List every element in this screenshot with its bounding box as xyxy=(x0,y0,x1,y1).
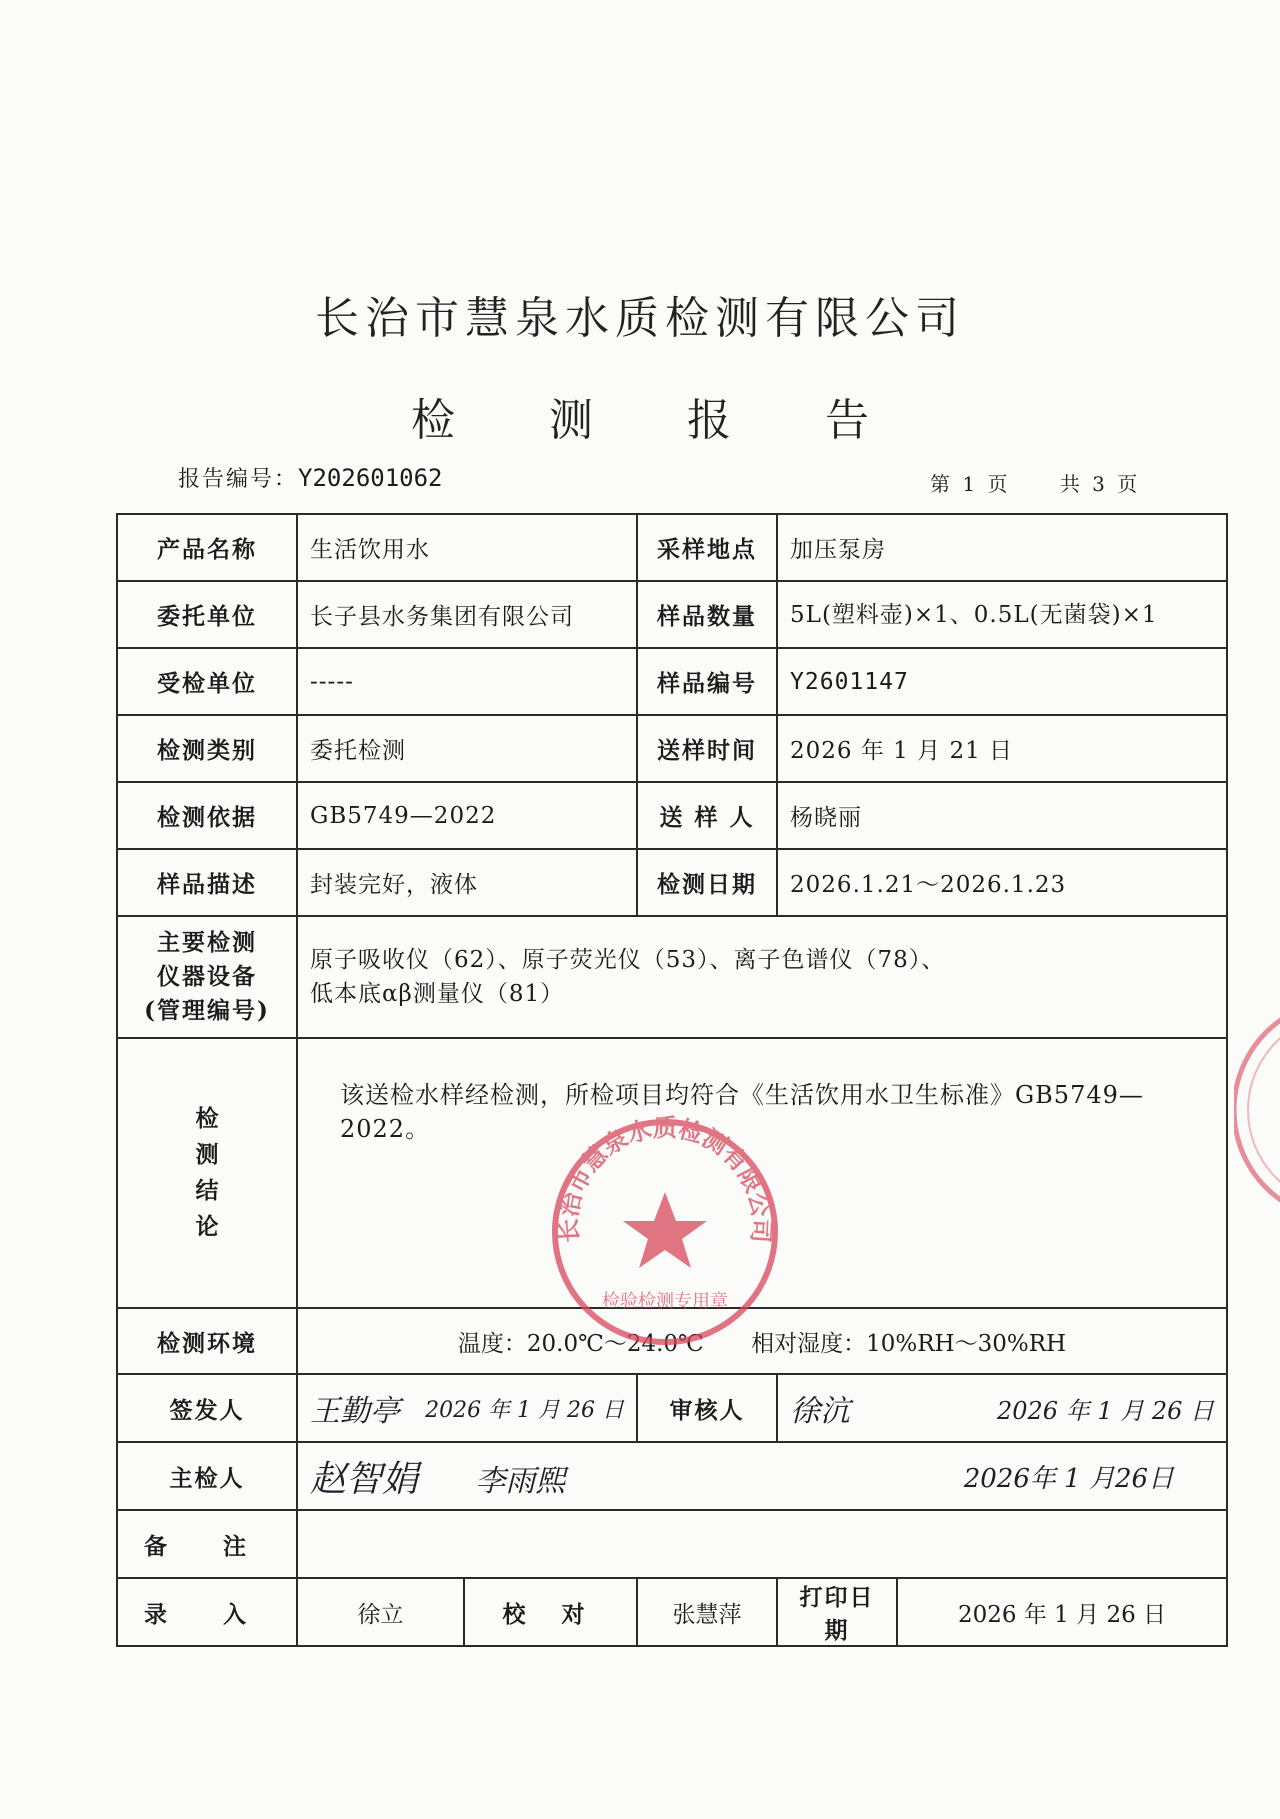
conclusion-cell xyxy=(297,1038,1227,1308)
table-row xyxy=(117,782,1227,849)
entry-label: 录 入 xyxy=(117,1578,297,1646)
conclusion-text: 该送检水样经检测，所检项目均符合《生活饮用水卫生标准》GB5749—2022。 xyxy=(340,1081,1144,1143)
entry-row xyxy=(117,1578,1227,1646)
field-label: 送 样 人 xyxy=(637,782,777,849)
conclusion-label-char: 测 xyxy=(195,1141,219,1168)
field-value: 生活饮用水 xyxy=(297,514,637,581)
remarks-value xyxy=(297,1510,1227,1578)
seal-text: 长治市慧泉水质检测有限公司 xyxy=(553,1113,777,1244)
humidity-value: 相对湿度：10%RH～30%RH xyxy=(751,1330,1067,1357)
equipment-row xyxy=(117,916,1227,1038)
issuer-signature-cell xyxy=(297,1374,637,1442)
inspector-label: 主检人 xyxy=(117,1442,297,1510)
reviewer-label: 审核人 xyxy=(637,1374,777,1442)
equipment-label-line: 仪器设备 xyxy=(157,963,257,990)
field-value: 杨晓丽 xyxy=(777,782,1227,849)
field-label: 样品数量 xyxy=(637,581,777,648)
equipment-line: 低本底αβ测量仪（81） xyxy=(310,981,565,1007)
field-label: 采样地点 xyxy=(637,514,777,581)
environment-row xyxy=(117,1308,1227,1374)
field-value: 2026.1.21～2026.1.23 xyxy=(777,849,1227,916)
print-date: 2026 年 1 月 26 日 xyxy=(897,1578,1227,1646)
edge-seal-icon xyxy=(1234,980,1280,1240)
inspector-row xyxy=(117,1442,1227,1510)
inspector-signature-cell xyxy=(297,1442,1227,1510)
print-date-label: 打印日期 xyxy=(777,1578,897,1646)
field-value: 加压泵房 xyxy=(777,514,1227,581)
equipment-label-line: 主要检测 xyxy=(157,929,257,956)
issuer-label: 签发人 xyxy=(117,1374,297,1442)
field-value: 5L(塑料壶)×1、0.5L(无菌袋)×1 xyxy=(777,581,1227,648)
entry-name: 徐立 xyxy=(297,1578,464,1646)
issuer-signature: 王勤亭 xyxy=(310,1394,400,1429)
page-current: 第 1 页 xyxy=(930,472,1011,496)
report-number xyxy=(178,462,443,493)
field-value: 长子县水务集团有限公司 xyxy=(297,581,637,648)
report-table xyxy=(116,513,1228,1647)
remarks-label: 备 注 xyxy=(117,1510,297,1578)
inspector-signature: 李雨熙 xyxy=(475,1463,566,1499)
field-value: 封装完好，液体 xyxy=(297,849,637,916)
equipment-list xyxy=(297,916,1227,1038)
page-indicator xyxy=(930,468,1146,497)
proof-name: 张慧萍 xyxy=(637,1578,777,1646)
seal-subtext: 检验检测专用章 xyxy=(602,1291,728,1312)
equipment-label xyxy=(117,916,297,1038)
conclusion-label-char: 检 xyxy=(195,1105,219,1132)
conclusion-label-char: 论 xyxy=(195,1213,219,1240)
field-label: 样品描述 xyxy=(117,849,297,916)
field-label: 检测日期 xyxy=(637,849,777,916)
remarks-row xyxy=(117,1510,1227,1578)
reviewer-signature-cell xyxy=(777,1374,1227,1442)
table-row xyxy=(117,715,1227,782)
field-label: 送样时间 xyxy=(637,715,777,782)
conclusion-label xyxy=(117,1038,297,1308)
field-value: Y2601147 xyxy=(777,648,1227,715)
inspector-signature: 赵智娟 xyxy=(310,1458,419,1500)
table-row xyxy=(117,581,1227,648)
reviewer-date: 2026 年 1 月 26 日 xyxy=(997,1396,1215,1425)
equipment-line: 原子吸收仪（62）、原子荧光仪（53）、离子色谱仪（78）、 xyxy=(310,947,946,973)
field-label: 产品名称 xyxy=(117,514,297,581)
field-label: 受检单位 xyxy=(117,648,297,715)
issuer-date: 2026 年 1 月 26 日 xyxy=(425,1397,625,1423)
table-row xyxy=(117,849,1227,916)
field-value: 2026 年 1 月 21 日 xyxy=(777,715,1227,782)
field-label: 检测依据 xyxy=(117,782,297,849)
proof-label: 校 对 xyxy=(464,1578,637,1646)
field-label: 样品编号 xyxy=(637,648,777,715)
table-row xyxy=(117,648,1227,715)
environment-label: 检测环境 xyxy=(117,1308,297,1374)
report-number-value: Y202601062 xyxy=(298,464,443,492)
field-value: GB5749—2022 xyxy=(297,782,637,849)
reviewer-signature: 徐沆 xyxy=(790,1394,851,1429)
conclusion-row xyxy=(117,1038,1227,1308)
signoff-row xyxy=(117,1374,1227,1442)
company-name: 长治市慧泉水质检测有限公司 xyxy=(315,293,965,344)
field-label: 委托单位 xyxy=(117,581,297,648)
environment-values xyxy=(297,1308,1227,1374)
inspector-date: 2026年 1 月26日 xyxy=(963,1463,1175,1494)
field-label: 检测类别 xyxy=(117,715,297,782)
page-total: 共 3 页 xyxy=(1059,472,1141,496)
temperature-value: 温度：20.0℃～24.0℃ xyxy=(457,1330,704,1357)
conclusion-label-char: 结 xyxy=(195,1177,219,1204)
report-title: 检 测 报 告 xyxy=(411,395,909,446)
field-value: 委托检测 xyxy=(297,715,637,782)
field-value: ----- xyxy=(297,648,637,715)
equipment-label-line: (管理编号) xyxy=(144,997,270,1024)
table-row xyxy=(117,514,1227,581)
report-number-label: 报告编号： xyxy=(178,467,299,492)
